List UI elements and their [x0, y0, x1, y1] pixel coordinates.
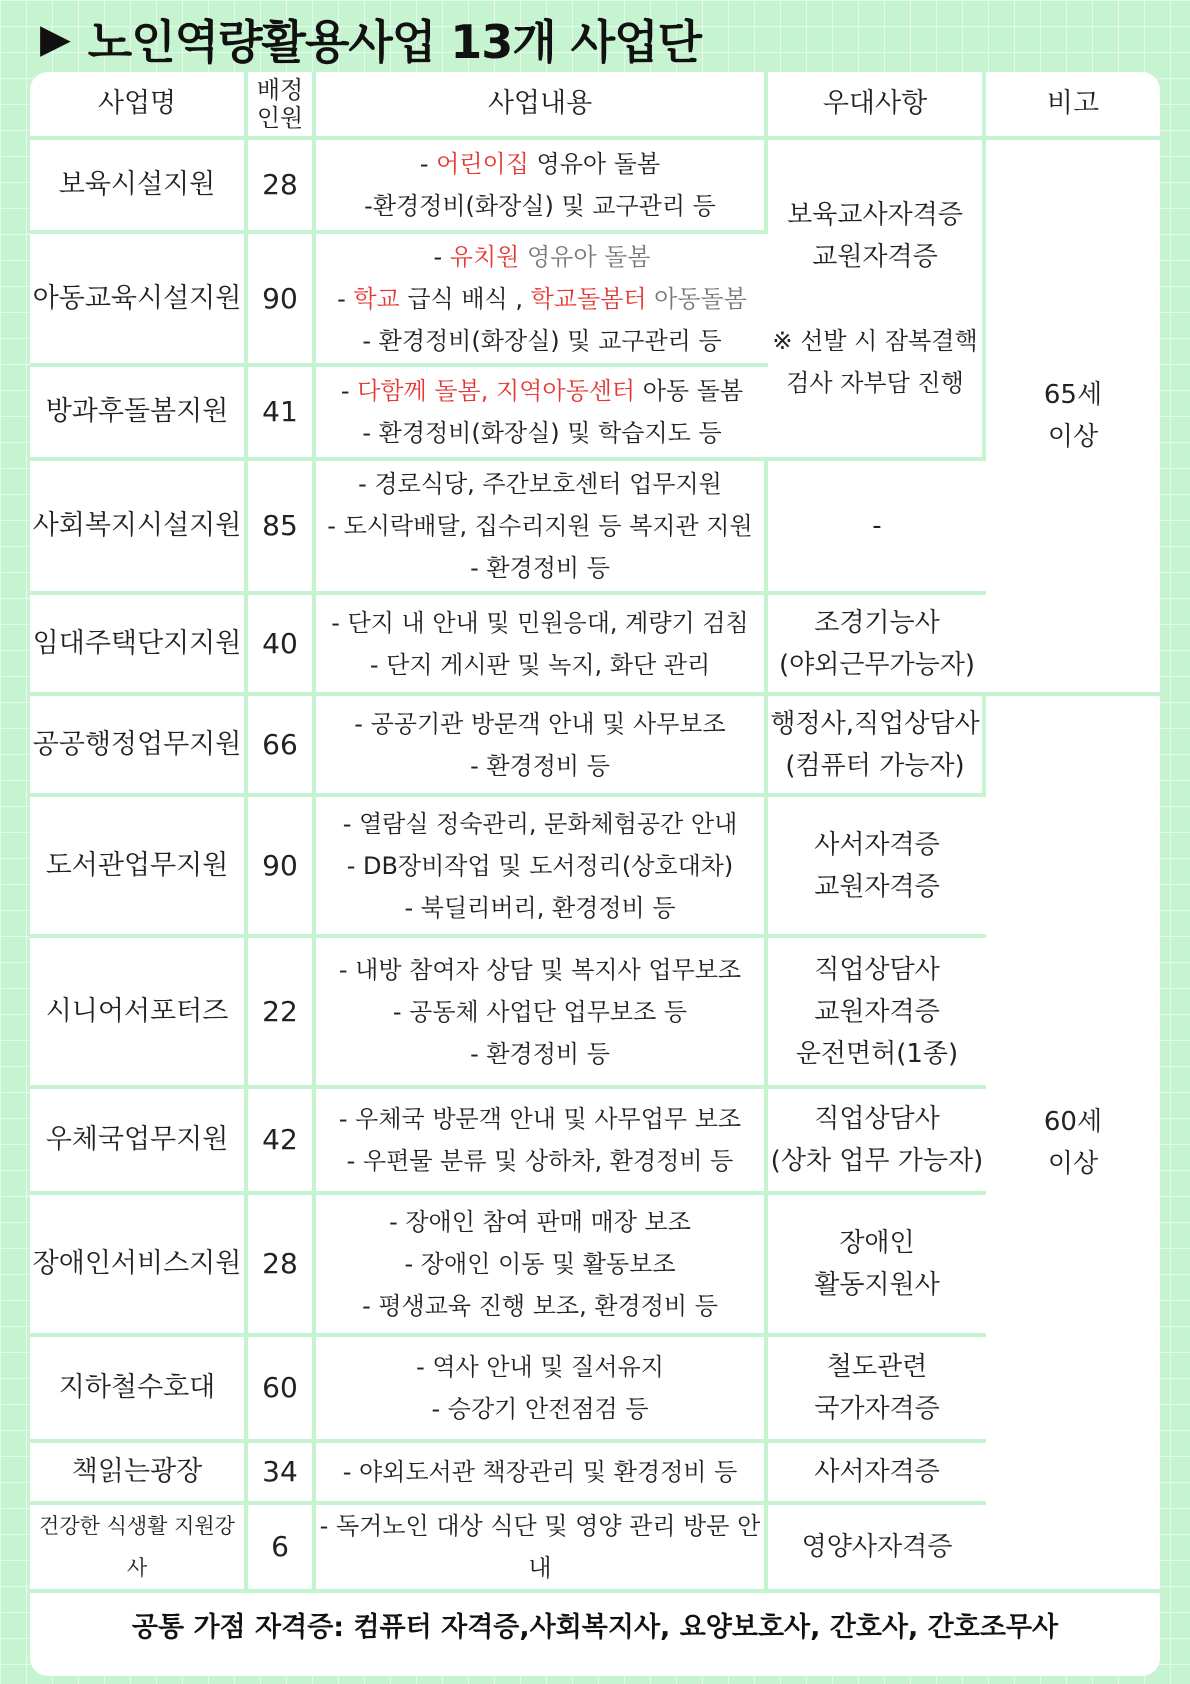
program-name: 공공행정업무지원: [30, 696, 248, 797]
program-name: 책읽는광장: [30, 1443, 248, 1505]
page-title-text: 노인역량활용사업 13개 사업단: [87, 15, 702, 69]
program-name: 방과후돌봄지원: [30, 367, 248, 461]
shared-preference: 보육교사자격증 교원자격증 ※ 선발 시 잠복결핵 검사 자부담 진행: [768, 140, 986, 461]
program-count: 41: [248, 367, 316, 461]
program-content: - 역사 안내 및 질서유지 - 승강기 안전점검 등: [316, 1337, 768, 1443]
program-content: - 독거노인 대상 식단 및 영양 관리 방문 안내: [316, 1505, 768, 1593]
program-content: - 경로식당, 주간보호센터 업무지원 - 도시락배달, 집수리지원 등 복지관 지원 - 환경정비 등: [316, 461, 768, 595]
program-preference: -: [768, 461, 986, 595]
header-name: 사업명: [30, 72, 248, 140]
program-name: 장애인서비스지원: [30, 1195, 248, 1337]
program-preference: 영양사자격증: [768, 1505, 986, 1593]
program-content: - 유치원 영유아 돌봄 - 학교 급식 배식 , 학교돌봄터 아동돌봄 - 환경정비(화장실) 및 교구관리 등: [316, 234, 768, 367]
header-preference: 우대사항: [768, 72, 986, 140]
header-remark: 비고: [986, 72, 1160, 140]
program-count: 60: [248, 1337, 316, 1443]
common-bonus-certificates: 공통 가점 자격증: 컴퓨터 자격증,사회복지사, 요양보호사, 간호사, 간호조무사: [131, 1612, 1059, 1643]
program-content: - 다함께 돌봄, 지역아동센터 아동 돌봄 - 환경정비(화장실) 및 학습지도 등: [316, 367, 768, 461]
header-count: 배정 인원: [248, 72, 316, 140]
program-preference: 사서자격증 교원자격증: [768, 797, 986, 938]
program-preference: 행정사,직업상담사 (컴퓨터 가능자): [768, 696, 986, 797]
program-name: 우체국업무지원: [30, 1089, 248, 1195]
program-content: - 열람실 정숙관리, 문화체험공간 안내 - DB장비작업 및 도서정리(상호대차) - 북딜리버리, 환경정비 등: [316, 797, 768, 938]
program-count: 6: [248, 1505, 316, 1593]
remark-group-60: 60세 이상: [986, 696, 1160, 1593]
program-table: [30, 72, 1160, 1663]
program-content: - 야외도서관 책장관리 및 환경정비 등: [316, 1443, 768, 1505]
program-count: 85: [248, 461, 316, 595]
header-row: [30, 72, 1160, 140]
program-preference: 장애인 활동지원사: [768, 1195, 986, 1337]
program-count: 28: [248, 140, 316, 234]
table-row: [30, 696, 1160, 797]
program-count: 40: [248, 595, 316, 696]
play-triangle-icon: ▶: [40, 16, 70, 62]
program-count: 90: [248, 234, 316, 367]
program-name: 사회복지시설지원: [30, 461, 248, 595]
program-content: - 단지 내 안내 및 민원응대, 계량기 검침 - 단지 게시판 및 녹지, 화단 관리: [316, 595, 768, 696]
program-preference: 직업상담사 교원자격증 운전면허(1종): [768, 938, 986, 1089]
remark-group-65: 65세 이상: [986, 140, 1160, 696]
program-count: 66: [248, 696, 316, 797]
page-title: [40, 6, 701, 72]
program-count: 28: [248, 1195, 316, 1337]
program-name: 건강한 식생활 지원강사: [30, 1505, 248, 1593]
footer-row: [30, 1593, 1160, 1663]
program-preference: 조경기능사 (야외근무가능자): [768, 595, 986, 696]
program-name: 지하철수호대: [30, 1337, 248, 1443]
program-name: 아동교육시설지원: [30, 234, 248, 367]
program-content: - 내방 참여자 상담 및 복지사 업무보조 - 공동체 사업단 업무보조 등 - 환경정비 등: [316, 938, 768, 1089]
program-name: 보육시설지원: [30, 140, 248, 234]
program-count: 90: [248, 797, 316, 938]
program-content: - 공공기관 방문객 안내 및 사무보조 - 환경정비 등: [316, 696, 768, 797]
program-name: 시니어서포터즈: [30, 938, 248, 1089]
table-row: [30, 140, 1160, 234]
program-content: - 어린이집 영유아 돌봄 -환경정비(화장실) 및 교구관리 등: [316, 140, 768, 234]
program-content: - 장애인 참여 판매 매장 보조 - 장애인 이동 및 활동보조 - 평생교육 진행 보조, 환경정비 등: [316, 1195, 768, 1337]
program-preference: 사서자격증: [768, 1443, 986, 1505]
header-content: 사업내용: [316, 72, 768, 140]
program-preference: 철도관련 국가자격증: [768, 1337, 986, 1443]
program-preference: 직업상담사 (상차 업무 가능자): [768, 1089, 986, 1195]
program-count: 42: [248, 1089, 316, 1195]
program-count: 34: [248, 1443, 316, 1505]
program-name: 도서관업무지원: [30, 797, 248, 938]
program-count: 22: [248, 938, 316, 1089]
program-content: - 우체국 방문객 안내 및 사무업무 보조 - 우편물 분류 및 상하차, 환경정비 등: [316, 1089, 768, 1195]
program-name: 임대주택단지지원: [30, 595, 248, 696]
